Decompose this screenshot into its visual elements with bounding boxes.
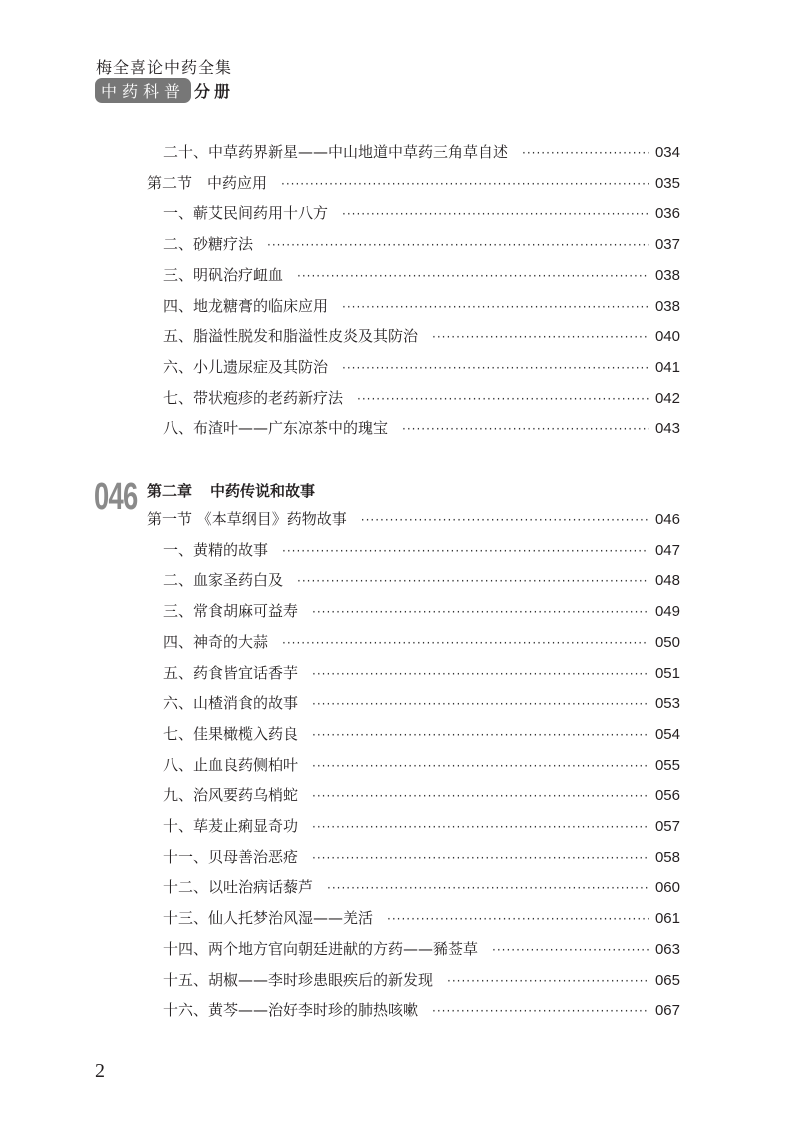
toc-entry-label: 八、布渣叶——广东凉茶中的瑰宝 (163, 419, 389, 438)
toc-entry[interactable] (163, 692, 680, 714)
toc-entry-page: 049 (654, 603, 680, 621)
toc-entry-page: 057 (654, 818, 680, 835)
chapter-page-marker: 046 (94, 476, 138, 518)
dot-leader (357, 392, 649, 406)
toc-entry[interactable] (163, 233, 680, 255)
toc-entry[interactable] (163, 723, 680, 745)
toc-entry-label: 三、明矾治疗衄血 (163, 265, 284, 284)
toc-entry[interactable] (163, 969, 680, 991)
dot-leader (327, 881, 649, 895)
dot-leader (312, 851, 649, 865)
toc-entry-page: 043 (654, 420, 680, 438)
dot-leader (387, 912, 649, 926)
toc-entry[interactable] (163, 907, 680, 929)
chapter-title: 中药传说和故事 (210, 482, 316, 500)
toc-entry[interactable] (163, 815, 680, 837)
toc-entry-page: 041 (654, 358, 680, 376)
toc-entry-label: 第一节 《本草纲目》药物故事 (147, 510, 347, 528)
toc-entry[interactable] (163, 539, 680, 561)
toc-entry-page: 046 (654, 511, 680, 528)
toc-entry-page: 034 (654, 144, 680, 161)
dot-leader (312, 728, 649, 742)
toc-entry-page: 048 (654, 572, 680, 590)
toc-entry-page: 063 (654, 940, 680, 958)
toc-entry-page: 037 (654, 236, 680, 254)
toc-entry-page: 038 (654, 266, 680, 284)
dot-leader (312, 789, 649, 803)
toc-entry-page: 042 (654, 389, 680, 407)
toc-entry[interactable] (163, 325, 680, 347)
dot-leader (312, 820, 649, 834)
toc-entry[interactable] (163, 999, 680, 1021)
toc-entry-label: 十、荜茇止痢显奇功 (163, 817, 299, 835)
dot-leader (281, 177, 649, 191)
toc-entry-page: 054 (654, 725, 680, 743)
toc-entry[interactable] (163, 295, 680, 317)
toc-entry[interactable] (163, 356, 680, 378)
toc-entry[interactable] (163, 600, 680, 622)
toc-entry-label: 二、砂糖疗法 (163, 235, 254, 254)
toc-entry-page: 040 (654, 328, 680, 346)
dot-leader (312, 605, 649, 619)
toc-entry[interactable] (163, 387, 680, 409)
dot-leader (297, 269, 649, 283)
dot-leader (342, 207, 649, 221)
toc-entry-page: 038 (654, 297, 680, 315)
toc-entry-page: 067 (654, 1002, 680, 1020)
toc-entry-label: 四、地龙糖膏的临床应用 (163, 296, 329, 315)
toc-entry-page: 065 (654, 971, 680, 989)
dot-leader (312, 759, 649, 773)
toc-entry[interactable] (163, 264, 680, 286)
toc-entry[interactable] (163, 141, 680, 163)
toc-entry-page: 060 (654, 879, 680, 897)
toc-entry-page: 047 (654, 541, 680, 559)
dot-leader (297, 574, 649, 588)
toc-entry-label: 七、带状疱疹的老药新疗法 (163, 388, 344, 407)
toc-entry[interactable] (163, 876, 680, 898)
dot-leader (282, 544, 649, 558)
toc-entry-page: 036 (654, 205, 680, 223)
toc-entry-label: 八、止血良药侧柏叶 (163, 755, 299, 774)
toc-entry[interactable] (163, 631, 680, 653)
dot-leader (342, 300, 649, 314)
dot-leader (432, 330, 649, 344)
toc-entry[interactable] (147, 508, 680, 530)
toc-entry-label: 三、常食胡麻可益寿 (163, 602, 299, 621)
page-number: 2 (95, 1060, 105, 1082)
toc-entry-label: 第二节 中药应用 (147, 173, 268, 192)
toc-entry[interactable] (147, 172, 680, 194)
dot-leader (312, 667, 649, 681)
toc-entry-page: 055 (654, 756, 680, 774)
toc-entry-label: 二、血家圣药白及 (163, 571, 284, 590)
toc-entry-label: 五、药食皆宜话香芋 (163, 663, 299, 682)
toc-entry-label: 四、神奇的大蒜 (163, 632, 269, 651)
dot-leader (361, 513, 649, 527)
toc-entry-page: 035 (654, 174, 680, 192)
toc-entry-label: 六、小儿遗尿症及其防治 (163, 357, 329, 376)
dot-leader (432, 1004, 649, 1018)
dot-leader (267, 238, 649, 252)
toc-entry-label: 十二、以吐治病话藜芦 (163, 878, 314, 897)
volume-highlight: 中药科普 (95, 78, 191, 103)
toc-entry[interactable] (163, 938, 680, 960)
toc-entry-label: 十四、两个地方官向朝廷进献的方药——豨莶草 (163, 939, 479, 958)
toc-entry-label: 五、脂溢性脱发和脂溢性皮炎及其防治 (163, 327, 419, 346)
dot-leader (447, 974, 649, 988)
toc-entry-label: 七、佳果橄榄入药良 (163, 724, 299, 743)
dot-leader (402, 422, 649, 436)
toc-entry-page: 050 (654, 633, 680, 651)
chapter-number: 第二章 (147, 482, 193, 500)
toc-entry[interactable] (163, 754, 680, 776)
chapter-heading (147, 480, 315, 501)
dot-leader (312, 697, 649, 711)
volume-suffix: 分册 (194, 82, 235, 101)
toc-entry[interactable] (163, 846, 680, 868)
dot-leader (522, 146, 649, 160)
toc-entry[interactable] (163, 784, 680, 806)
toc-entry-page: 058 (654, 848, 680, 866)
toc-entry-label: 一、蕲艾民间药用十八方 (163, 204, 329, 223)
toc-entry-label: 二十、中草药界新星——中山地道中草药三角草自述 (163, 143, 509, 161)
toc-entry-label: 十三、仙人托梦治风湿——羌活 (163, 909, 374, 928)
toc-entry[interactable] (163, 662, 680, 684)
toc-entry-label: 六、山楂消食的故事 (163, 694, 299, 713)
toc-entry-label: 十五、胡椒——李时珍患眼疾后的新发现 (163, 970, 434, 989)
dot-leader (342, 361, 649, 375)
toc-entry-label: 十六、黄芩——治好李时珍的肺热咳嗽 (163, 1001, 419, 1020)
toc-entry-page: 056 (654, 787, 680, 805)
toc-entry-label: 一、黄精的故事 (163, 540, 269, 559)
volume-title (95, 78, 234, 103)
toc-entry-page: 051 (654, 664, 680, 682)
toc-entry-label: 九、治风要药乌梢蛇 (163, 786, 299, 805)
dot-leader (492, 943, 649, 957)
toc-entry[interactable] (163, 417, 680, 439)
toc-entry[interactable] (163, 202, 680, 224)
toc-entry-label: 十一、贝母善治恶疮 (163, 847, 299, 866)
dot-leader (282, 636, 649, 650)
toc-entry-page: 061 (654, 910, 680, 928)
toc-entry-page: 053 (654, 695, 680, 713)
toc-entry[interactable] (163, 569, 680, 591)
series-title: 梅全喜论中药全集 (96, 58, 233, 77)
